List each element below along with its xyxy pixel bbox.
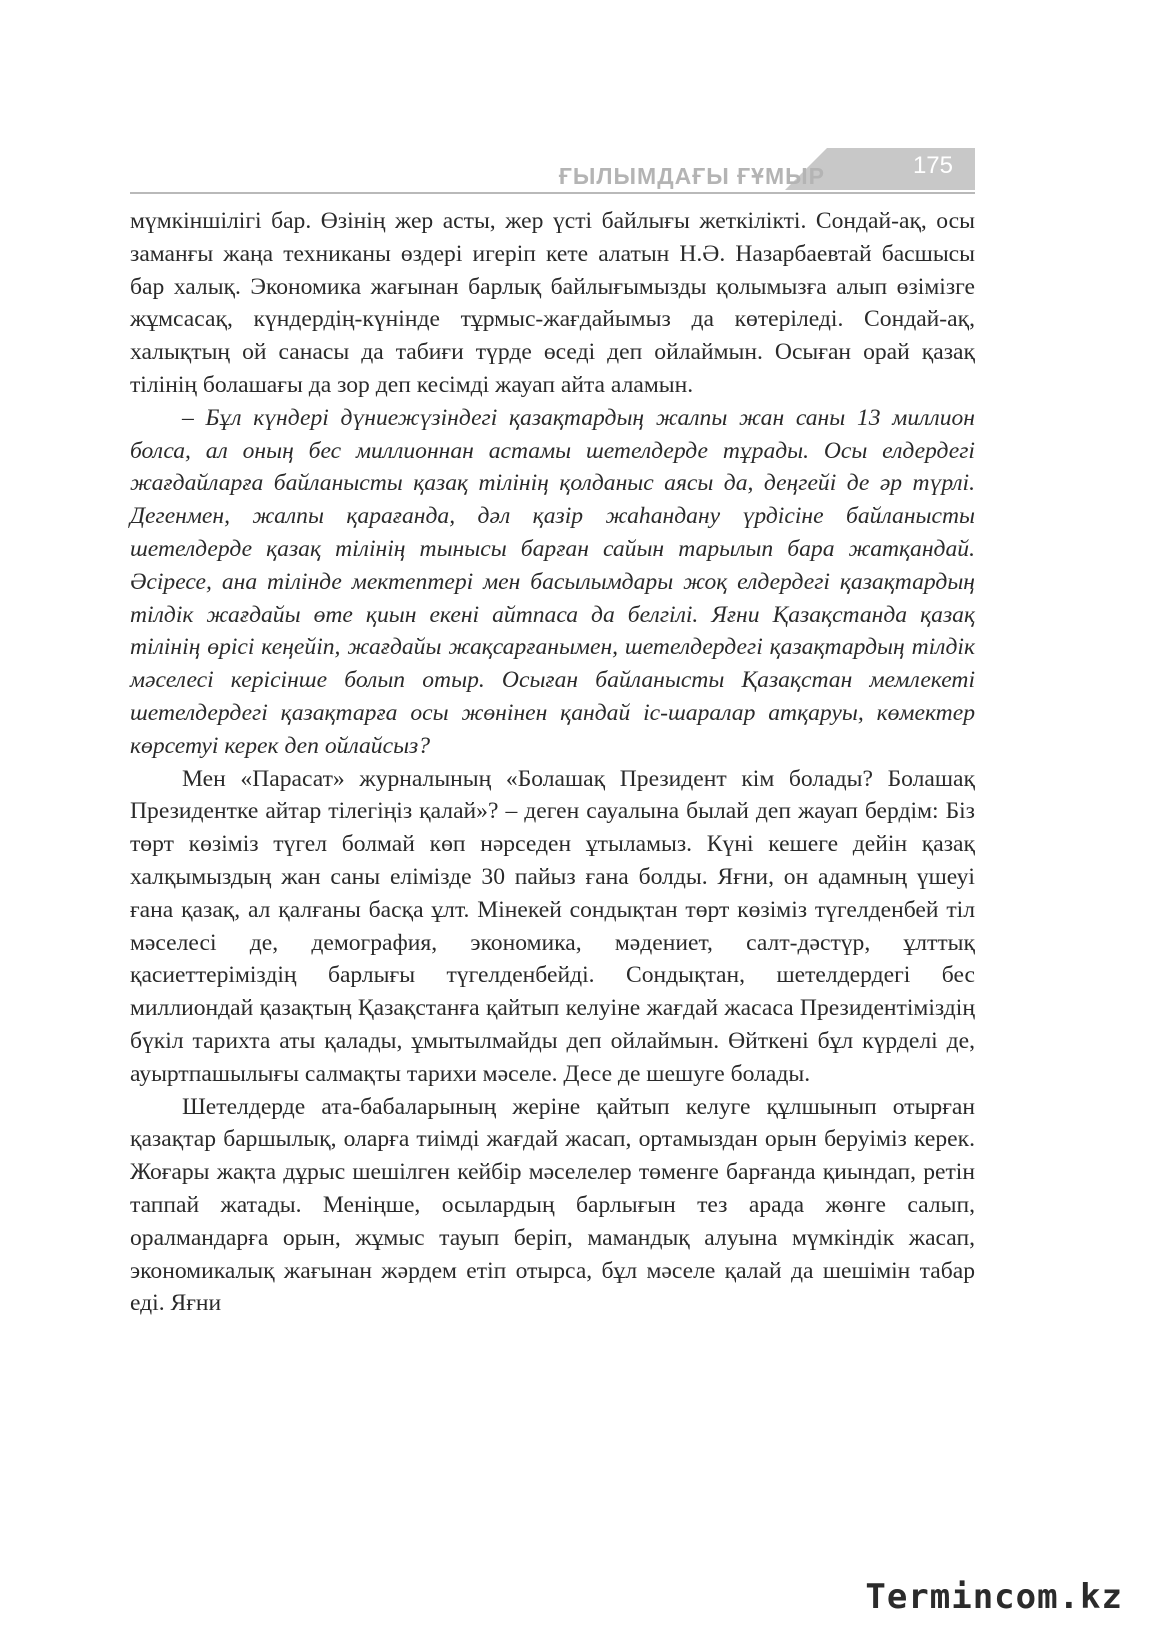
paragraph-answer: Шетелдерде ата-бабаларының жеріне қайтып келуге құлшынып отырған қазақтар баршылық, оларға тиімді жағдай жасап, ортамыздан орын беруіміз керек. Жоғары жақта дұрыс шешілген кейбір мәселелер төменге барғанда қиындап, ретін таппай жатады. Меніңше, осылардың барлығын тез арада жөнге салып, оралмандарға орын, жұмыс тауып беріп, мамандық алуына мүмкіндік жасап, экономикалық жағынан жәрдем етіп отырса, бұл мәселе қалай да шешімін табар еді. Яғни (130, 1093, 975, 1317)
header-rule (130, 192, 975, 194)
paragraph-question: – Бұл күндері дүниежүзіндегі қазақтардың жалпы жан саны 13 миллион болса, ал оның бес миллионнан астамы шетелдерде тұрады. Осы елдердегі жағдайларға байланысты қазақ тілінің қолданыс аясы да, деңгейі де әр түрлі. Дегенмен, жалпы қарағанда, дәл қазір жаһандану үрдісіне байланысты шетелдерде қазақ тілінің тынысы барған сайын тарылып бара жатқандай. Әсіресе, ана тілінде мектептері мен басылымдары жоқ елдердегі қазақтардың тілдік жағдайы өте қиын екені айтпаса да белгілі. Яғни Қазақстанда қазақ тілінің өрісі кеңейіп, жағдайы жақсарғанымен, шетелдердегі қазақтардың тілдік мәселесі керісінше болып отыр. Осыған байланысты Қазақстан мемлекеті шетелдердегі қазақтарға осы жөнінен қандай іс-шаралар атқаруы, көмектер көрсетуі керек деп ойлайсыз? (130, 404, 975, 759)
paragraph-answer: Мен «Парасат» журналының «Болашақ Президент кім болады? Болашақ Президентке айтар тілегіңіз қалай»? – деген сауалына былай деп жауап бердім: Біз төрт көзіміз түгел болмай көп нәрседен ұтыламыз. Күні кешеге дейін қазақ халқымыздың жан саны елімізде 30 пайыз ғана болды. Яғни, он адамның үшеуі ғана қазақ, ал қалғаны басқа ұлт. Мінекей сондықтан төрт көзіміз түгелденбей тіл мәселесі де, демография, экономика, мәдениет, салт-дәстүр, ұлттық қасиеттеріміздің барлығы түгелденбейді. Сондықтан, шетелдердегі бес миллиондай қазақтың Қазақстанға қайтып келуіне жағдай жасаса Президентіміздің бүкіл тарихта аты қалады, ұмытылмайды деп ойлаймын. Өйткені бұл күрделі де, ауыртпашылығы салмақты тарихи мәселе. Десе де шешуге болады. (130, 765, 975, 1087)
paragraph-continuation: мүмкіншілігі бар. Өзінің жер асты, жер үсті байлығы жеткілікті. Сондай-ақ, осы заманғы жаңа техниканы өздері игеріп кете алатын Н.Ә. Назарбаевтай басшысы бар халық. Экономика жағынан барлық байлығымызды қолымызға алып өзімізге жұмсасақ, күндердің-күнінде тұрмыс-жағдайымыз да көтеріледі. Сондай-ақ, халықтың ой санасы да табиғи түрде өседі деп ойлаймын. Осыған орай қазақ тілінің болашағы да зор деп кесімді жауап айта аламын. (130, 208, 975, 398)
running-header (130, 148, 975, 194)
page-body (130, 205, 975, 1320)
page-number: 175 (912, 152, 953, 179)
site-watermark-logo: Termincоm.kz (865, 1577, 1123, 1617)
running-header-title: ҒЫЛЫМДАҒЫ ҒҰМЫР (558, 163, 825, 189)
